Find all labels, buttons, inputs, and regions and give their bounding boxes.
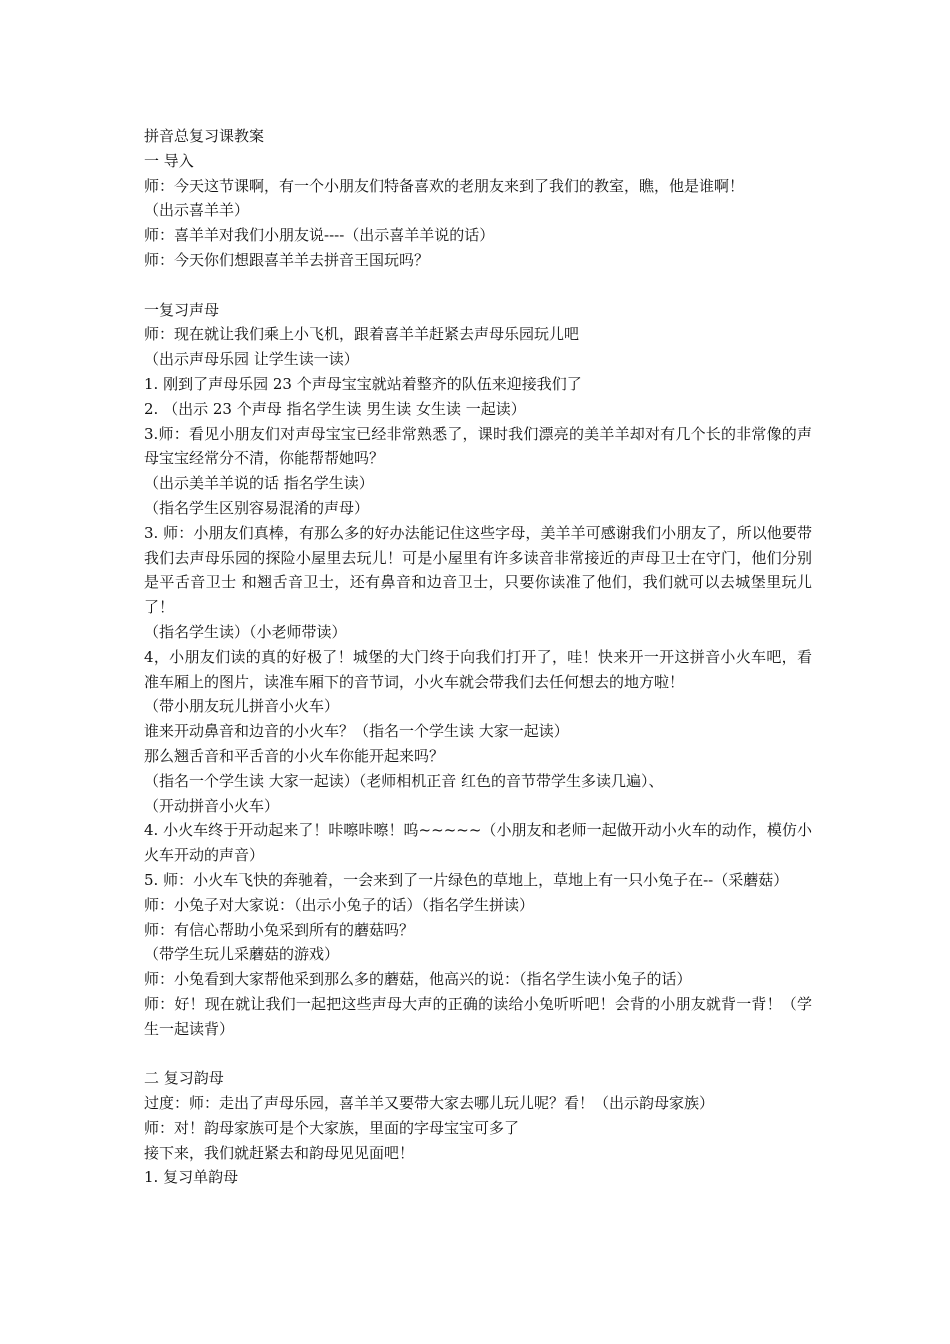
paragraph: 过度：师：走出了声母乐园，喜羊羊又要带大家去哪儿玩儿呢？看！（出示韵母家族） [144, 1094, 715, 1113]
paragraph: 那么翘舌音和平舌音的小火车你能开起来吗？ [144, 746, 445, 765]
numbered-item: 4，小朋友们读的真的好极了！城堡的大门终于向我们打开了，哇！快来开一开这拼音小火车吧，看准车厢上的图片，读准车厢下的音节词，小火车就会带我们去任何想去的地方啦！ [144, 647, 812, 691]
paragraph: 师：小兔子对大家说：（出示小兔子的话）（指名学生拼读） [144, 895, 535, 914]
paragraph: （带小朋友玩儿拼音小火车） [144, 697, 340, 716]
paragraph: （指名学生区别容易混淆的声母） [144, 498, 370, 517]
numbered-item: 1. 复习单韵母 [144, 1168, 239, 1187]
blank-line [144, 273, 812, 298]
document-title: 拼音总复习课教案 [144, 127, 265, 145]
paragraph: 师：有信心帮助小兔采到所有的蘑菇吗？ [144, 920, 415, 939]
section-heading: 一复习声母 [144, 300, 220, 319]
paragraph: 师：对！韵母家族可是个大家族，里面的字母宝宝可多了 [144, 1118, 520, 1137]
numbered-item: 2. （出示 23 个声母 指名学生读 男生读 女生读 一起读） [144, 399, 526, 418]
document-page [144, 124, 812, 1190]
paragraph: （指名一个学生读 大家一起读）（老师相机正音 红色的音节带学生多读几遍）、 [144, 771, 664, 790]
paragraph: （出示美羊羊说的话 指名学生读） [144, 474, 374, 493]
paragraph: （带学生玩儿采蘑菇的游戏） [144, 945, 340, 964]
paragraph: 谁来开动鼻音和边音的小火车？（指名一个学生读 大家一起读） [144, 722, 569, 741]
paragraph: （出示声母乐园 让学生读一读） [144, 350, 359, 369]
numbered-item: 3. 师：小朋友们真棒，有那么多的好办法能记住这些字母，美羊羊可感谢我们小朋友了，所以他要带我们去声母乐园的探险小屋里去玩儿！可是小屋里有许多读音非常接近的声母卫士在守门，他们分别是平舌音卫士 和翘舌音卫士，还有鼻音和边音卫士，只要你读准了他们，我们就可以去城堡里玩儿了！ [144, 523, 812, 617]
paragraph: 师：小兔看到大家帮他采到那么多的蘑菇，他高兴的说：（指名学生读小兔子的话） [144, 970, 692, 989]
paragraph: 师：好！现在就让我们一起把这些声母大声的正确的读给小兔听听吧！会背的小朋友就背一背！（学生一起读背） [144, 994, 812, 1038]
paragraph: 师：喜羊羊对我们小朋友说----（出示喜羊羊说的话） [144, 226, 495, 245]
paragraph: （开动拼音小火车） [144, 796, 280, 815]
paragraph: 师：现在就让我们乘上小飞机，跟着喜羊羊赶紧去声母乐园玩儿吧 [144, 325, 580, 344]
numbered-item: 3.师：看见小朋友们对声母宝宝已经非常熟悉了，课时我们漂亮的美羊羊却对有几个长的非常像的声母宝宝经常分不清，你能帮帮她吗？ [144, 424, 812, 468]
numbered-item: 4. 小火车终于开动起来了！咔嚓咔嚓！呜~~~~~（小朋友和老师一起做开动小火车的动作，模仿小火车开动的声音） [144, 821, 812, 865]
paragraph: （出示喜羊羊） [144, 201, 250, 220]
numbered-item: 5. 师：小火车飞快的奔驰着，一会来到了一片绿色的草地上，草地上有一只小兔子在--（采蘑菇） [144, 870, 789, 889]
paragraph: 师：今天这节课啊，有一个小朋友们特备喜欢的老朋友来到了我们的教室，瞧，他是谁啊！ [144, 176, 745, 195]
section-heading: 一 导入 [144, 151, 194, 170]
paragraph: 师：今天你们想跟喜羊羊去拼音王国玩吗？ [144, 250, 430, 269]
paragraph: （指名学生读）（小老师带读） [144, 622, 347, 641]
blank-line [144, 1041, 812, 1066]
numbered-item: 1. 刚到了声母乐园 23 个声母宝宝就站着整齐的队伍来迎接我们了 [144, 374, 582, 393]
paragraph: 接下来，我们就赶紧去和韵母见见面吧！ [144, 1143, 415, 1162]
section-heading: 二 复习韵母 [144, 1069, 224, 1088]
